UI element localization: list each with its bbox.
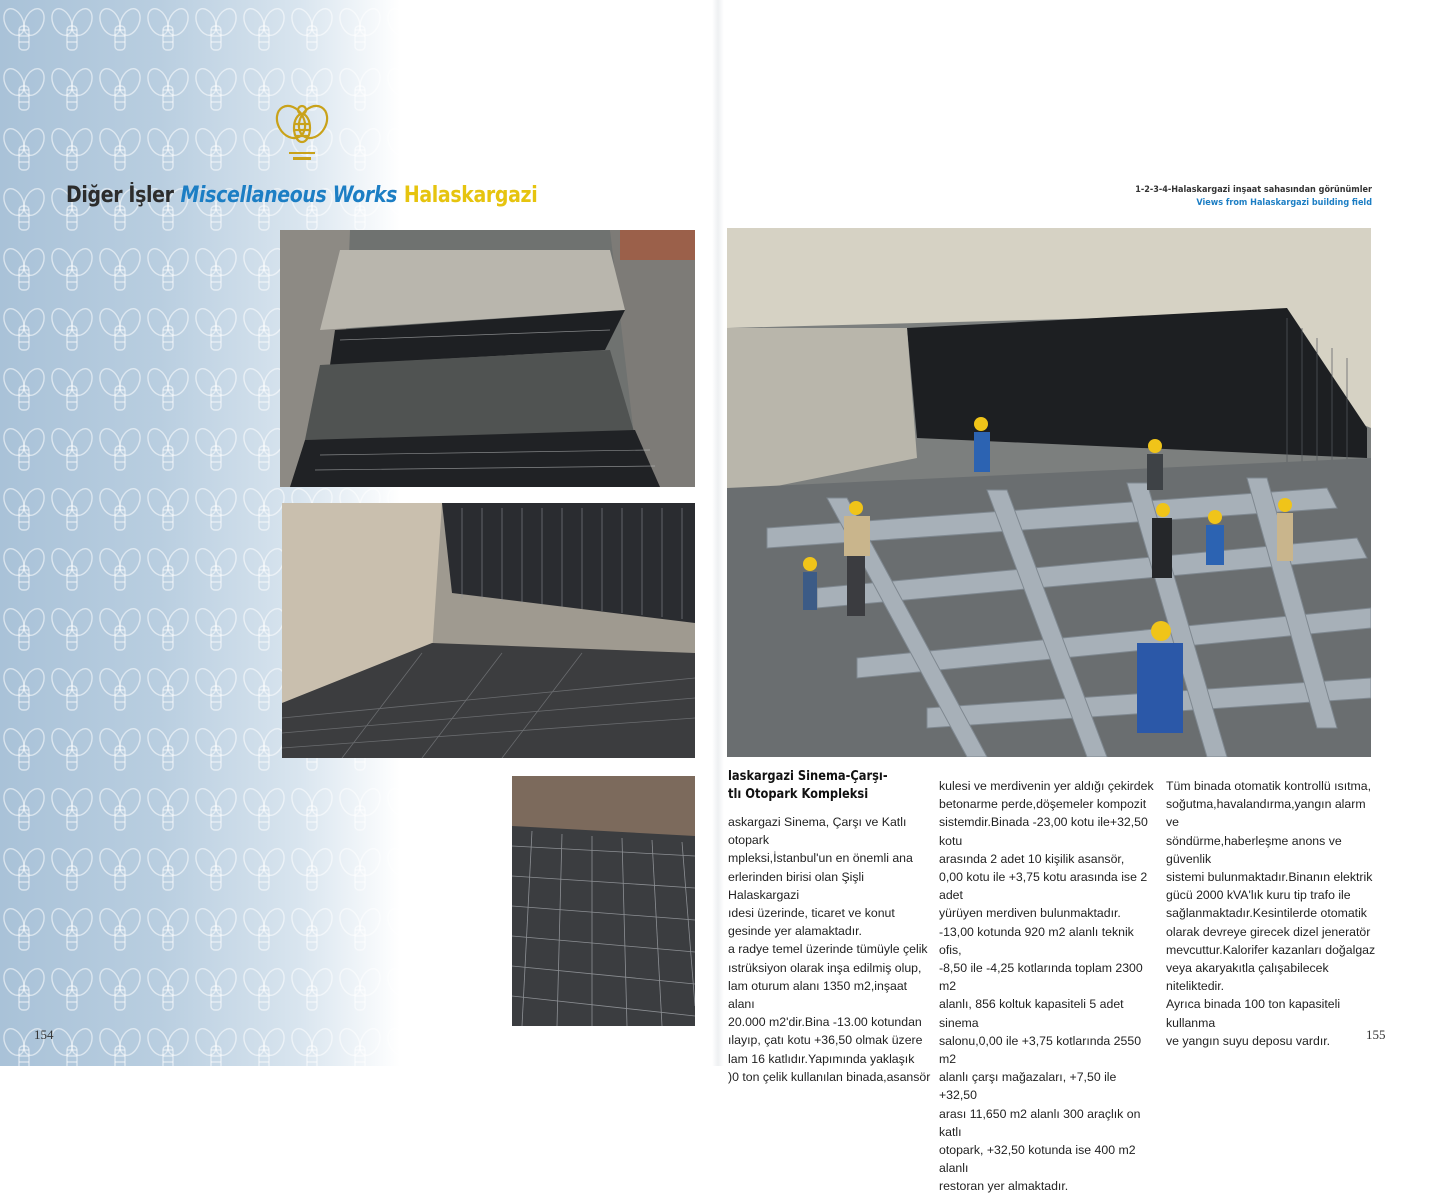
- page-title: [66, 183, 537, 217]
- article-column-3: Tüm binada otomatik kontrollü ısıtma, soğutma,havalandırma,yangın alarm ve söndürme,haberleşme anons ve güvenlik sistemi bulunmaktadır.Binanın elektrik gücü 2000 kVA'lık kuru tip trafo ile sağlanmaktadır.Kesintilerde otomatik olarak devreye girecek dizel jeneratör mevcuttur.Kalorifer kazanları doğalgaz veya akaryakıtla çalışabilecek niteliktedir. Ayrıca binada 100 ton kapasiteli kullanma ve yangın suyu deposu vardır.: [1166, 779, 1376, 1048]
- article-column-2: kulesi ve merdivenin yer aldığı çekirdek betonarme perde,döşemeler kompozit sistemdir.Binada -23,00 kotu ile+32,50 kotu arasında 2 adet 10 kişilik asansör, 0,00 kotu ile +3,75 kotu arasında ise 2 adet yürüyen merdiven bulunmaktadır. -13,00 kotunda 920 m2 alanlı teknik ofis, -8,50 ile -4,25 kotlarında toplam 2300 m2 alanlı, 856 koltuk kapasiteli 5 adet sinema salonu,0,00 ile +3,75 kotlarında 2550 m2 alanlı çarşı mağazaları, +7,50 ile +32,50 arası 11,650 m2 alanlı 300 araçlık on katlı otopark, +32,50 kotunda ise 400 m2 alanlı restoran yer almaktadır.: [939, 779, 1154, 1194]
- article-heading: [728, 768, 904, 804]
- article-column-1: askargazi Sinema, Çarşı ve Katlı otopark mpleksi,İstanbul'un en önemli ana erlerinden birisi olan Şişli Halaskargazi ıdesi üzerinde, ticaret ve konut gesinde yer alamaktadır. a radye temel üzerinde tümüyle çelik ıstrüksiyon olarak inşa edilmiş olup, lam oturum alanı 1350 m2,inşaat alanı 20.000 m2'dir.Bina -13.00 kotundan ılayıp, çatı kotu +36,50 olmak üzere lam 16 katlıdır.Yapımında yaklaşık )0 ton çelik kullanılan binada,asansör: [728, 815, 931, 1084]
- photo-caption: [1135, 184, 1372, 210]
- page-number-right: 155: [1366, 1027, 1386, 1042]
- caption-turkish: 1-2-3-4-Halaskargazi inşaat sahasından görünümler: [1135, 185, 1372, 195]
- title-english: Miscellaneous Works: [180, 183, 397, 208]
- photo-rebar-foundation: [282, 503, 695, 758]
- article-heading-line2: tlı Otopark Kompleksi: [728, 787, 869, 802]
- bee-logo-icon: [272, 96, 332, 164]
- title-location: Halaskargazi: [403, 183, 538, 208]
- photo-rebar-closeup: [512, 776, 695, 1026]
- page-gutter: [712, 0, 724, 1066]
- article-heading-line1: laskargazi Sinema-Çarşı-: [728, 769, 888, 784]
- page-number-left: 154: [34, 1027, 54, 1042]
- photo-steel-frame-workers: [727, 228, 1371, 757]
- caption-english: Views from Halaskargazi building field: [1196, 198, 1372, 208]
- title-turkish: Diğer İşler: [66, 183, 174, 208]
- photo-excavation-pit: [280, 230, 695, 487]
